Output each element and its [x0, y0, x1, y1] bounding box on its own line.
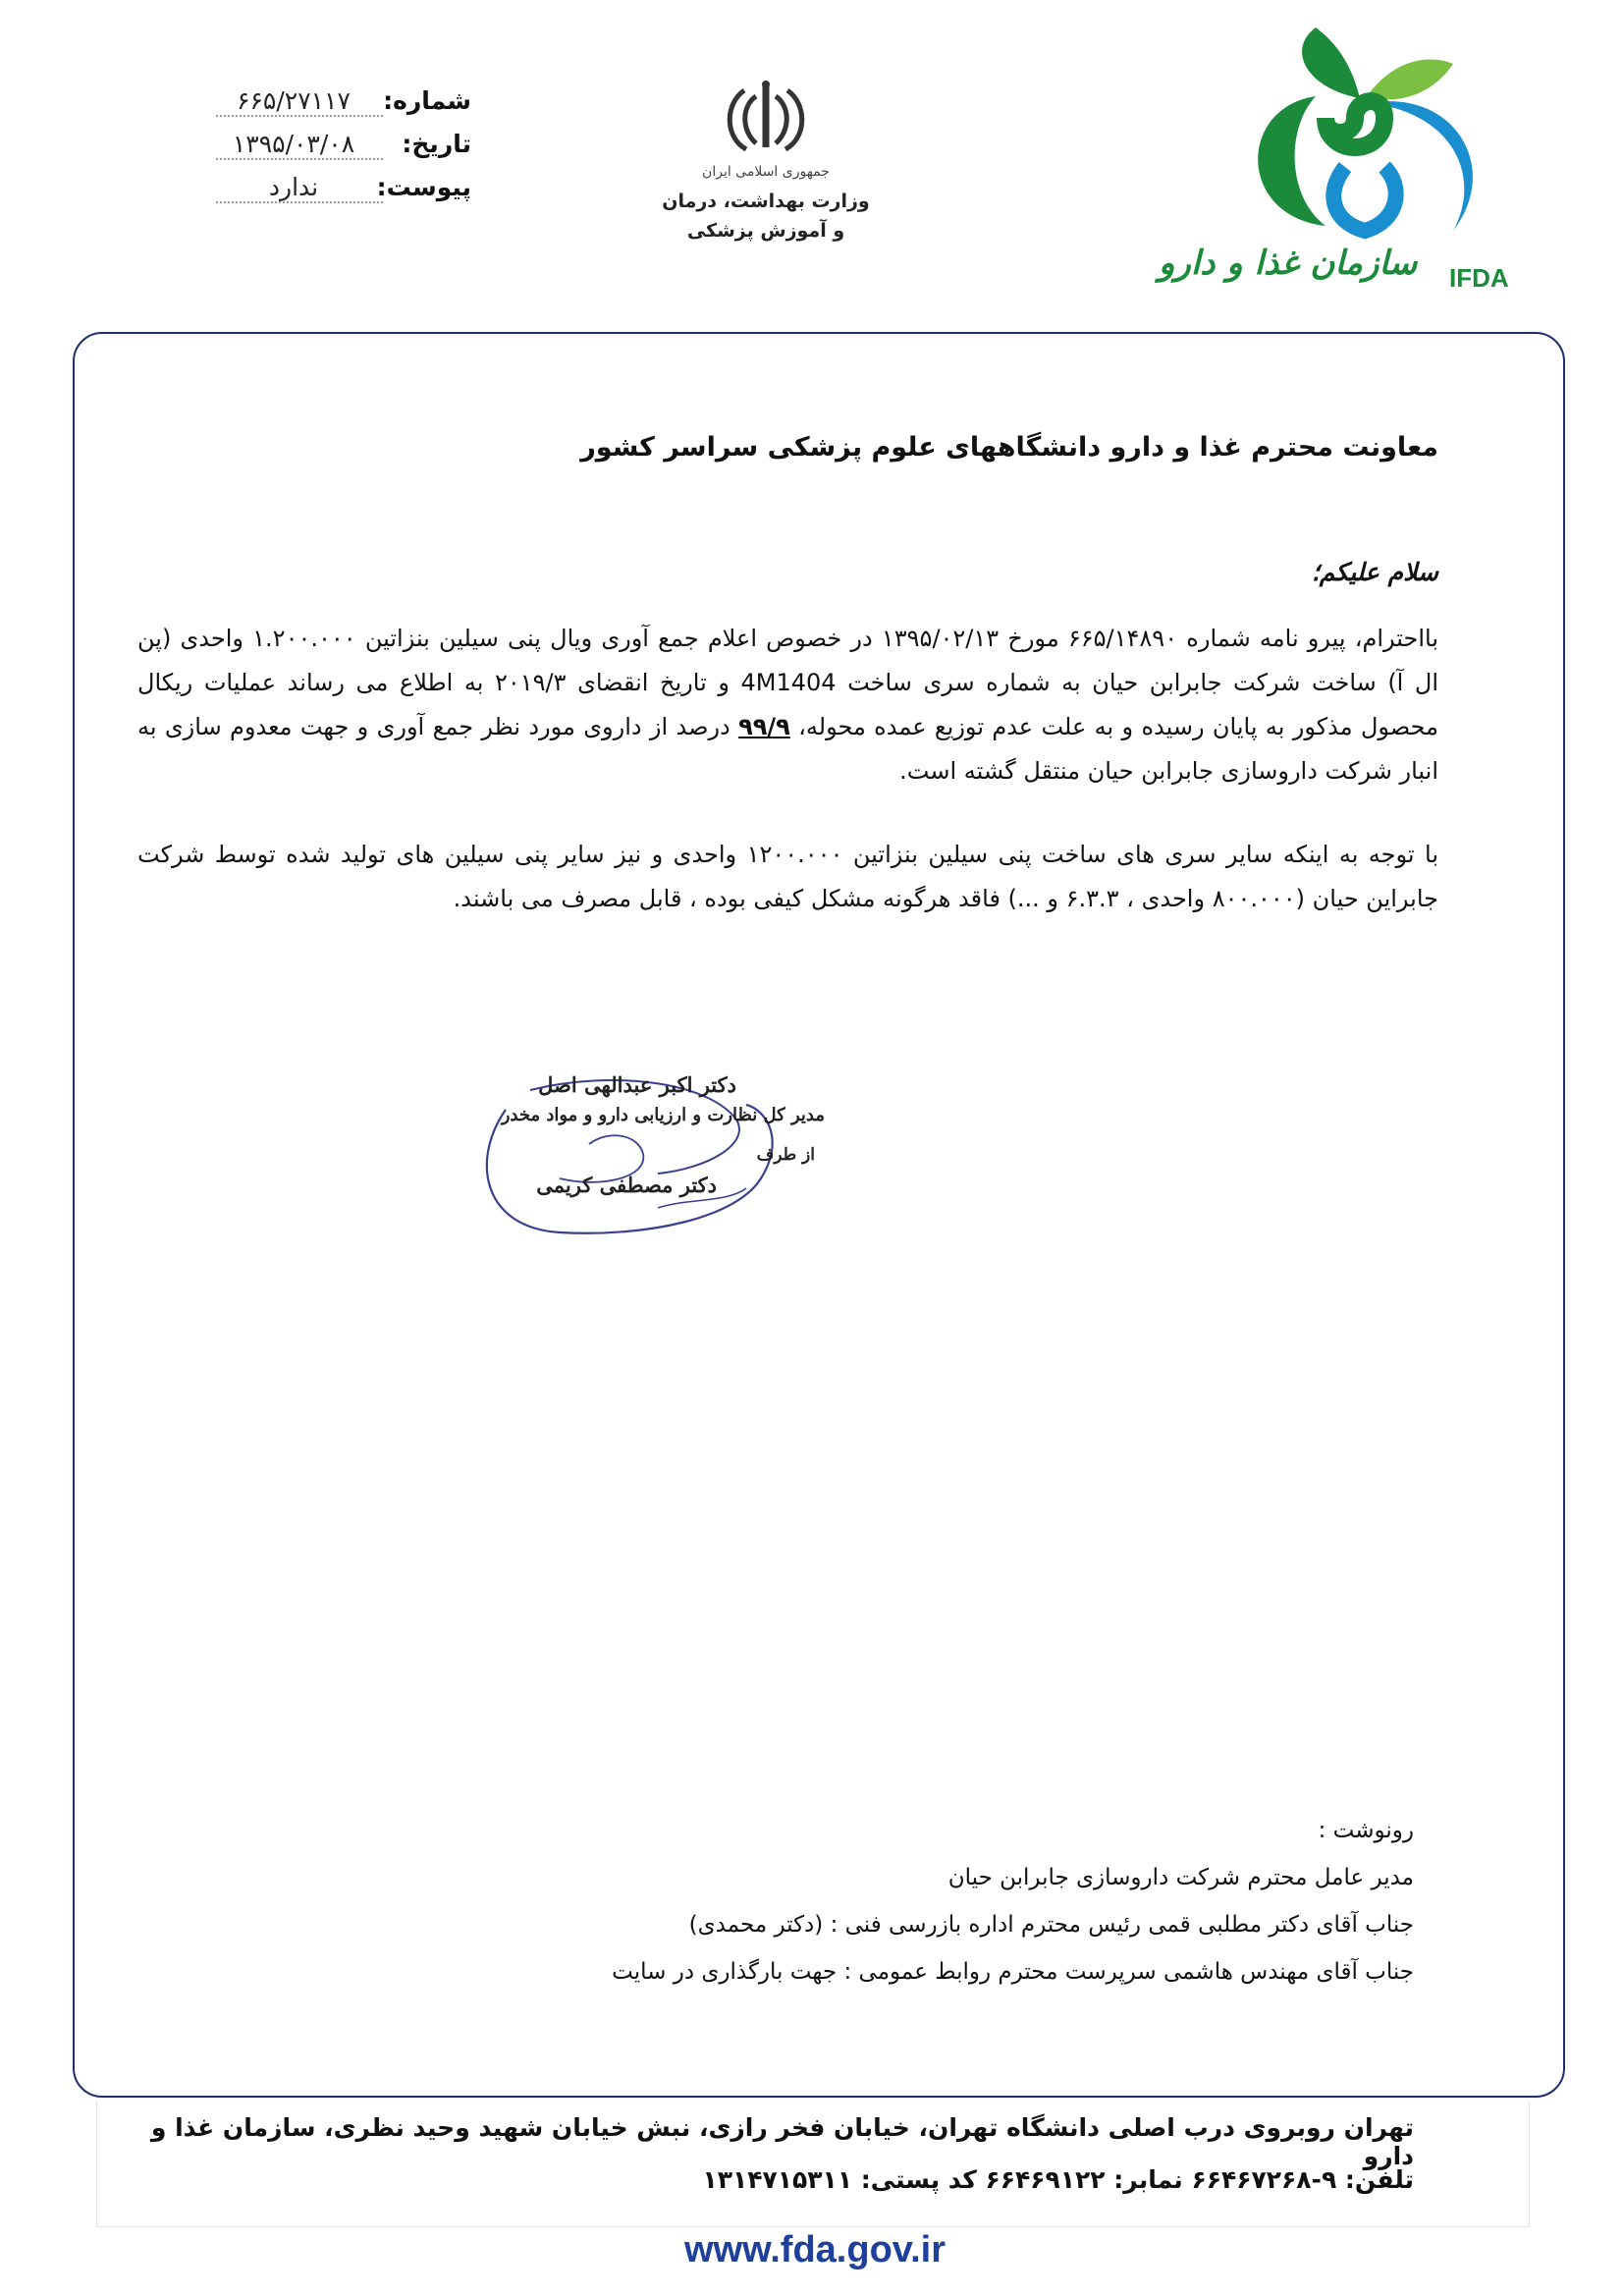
greeting: سلام علیکم؛	[1311, 558, 1438, 586]
attachment-value: ندارد	[216, 173, 383, 203]
iran-emblem-icon	[717, 77, 815, 155]
attachment-label: پیوست:	[376, 173, 471, 201]
signer-name: دکتر مصطفی کریمی	[536, 1173, 717, 1197]
cc-block	[550, 1807, 1414, 1995]
recall-percentage: ۹۹/۹	[738, 713, 790, 740]
number-value: ۶۶۵/۲۷۱۱۷	[216, 86, 383, 117]
date-value: ۱۳۹۵/۰۳/۰۸	[216, 130, 383, 160]
footer-contact: تلفن: ۹-۶۶۴۶۷۲۶۸ نمابر: ۶۶۴۶۹۱۲۲ کد پستی: ۱۳۱۴۷۱۵۳۱۱	[702, 2165, 1414, 2194]
body-paragraph-2: با توجه به اینکه سایر سری های ساخت پنی سیلین بنزاتین ۱۲۰۰.۰۰۰ واحدی و نیز سایر پنی سیلین های تولید شده توسط شرکت جابراین حیان (۸۰۰.۰۰۰ واحدی ، ۶.۳.۳ و ...) فاقد هرگونه مشکل کیفی بوده ، قابل مصرف می باشند.	[137, 841, 1439, 912]
cc-line-1: مدیر عامل محترم شرکت داروسازی جابرابن حیان	[947, 1865, 1414, 1890]
para1-part-a: بااحترام، پیرو نامه شماره ۶۶۵/۱۴۸۹۰ مورخ ۱۳۹۵/۰۲/۱۳ در خصوص اعلام جمع آوری ویال پنی سیلین بنزاتین ۱.۲۰۰.۰۰۰ واحدی (پن ال آ) ساخت شرکت جابرابن حیان به شماره سری ساخت 4M1404 و تاریخ انقضای ۲۰۱۹/۳ به اطلاع می رساند عملیات ریکال محصول مذکور به پایان رسیده و به علت عدم توزیع عمده محوله،	[137, 625, 1439, 740]
on-behalf-label: از طرف	[756, 1145, 815, 1165]
cc-heading: رونوشت :	[1318, 1818, 1414, 1843]
ministry-block	[628, 157, 903, 246]
signature-block	[412, 1051, 825, 1267]
number-label: شماره:	[383, 86, 471, 115]
cc-line-3: جناب آقای مهندس هاشمی سرپرست محترم روابط عمومی : جهت بارگذاری در سایت	[612, 1959, 1414, 1985]
cc-line-2: جناب آقای دکتر مطلبی قمی رئیس محترم اداره بازرسی فنی : (دکتر محمدی)	[688, 1912, 1414, 1938]
attachment-row	[167, 173, 471, 216]
ministry-country: جمهوری اسلامی ایران	[702, 164, 830, 180]
para1-part-b: درصد از داروی مورد نظر جمع آوری و جهت معدوم سازی به انبار شرکت داروسازی جابرابن حیان منتقل گشته است.	[137, 713, 1438, 785]
date-label: تاریخ:	[402, 130, 471, 158]
number-row	[167, 86, 471, 130]
footer-address: تهران روبروی درب اصلی دانشگاه تهران، خیابان فخر رازی، نبش خیابان شهید وحید نظری، سازمان غذا و دارو	[150, 2113, 1414, 2170]
letter-meta	[167, 86, 471, 216]
signatory-title: مدیر کل نظارت و ارزیابی دارو و مواد مخدر	[501, 1105, 825, 1125]
signatory-name: دکتر اکبر عبدالهی اصل	[538, 1072, 736, 1097]
body-paragraph-1	[137, 617, 1438, 793]
ifda-abbr: IFDA	[1449, 263, 1509, 293]
addressee: معاونت محترم غذا و دارو دانشگاههای علوم پزشکی سراسر کشور	[580, 432, 1438, 463]
logo-org-name: سازمان غذا و دارو	[1159, 244, 1418, 283]
ministry-line1: وزارت بهداشت، درمان	[662, 191, 870, 212]
ministry-line2: و آموزش پزشکی	[686, 220, 845, 242]
website-link[interactable]: www.fda.gov.ir	[683, 2229, 947, 2270]
date-row	[167, 130, 471, 173]
